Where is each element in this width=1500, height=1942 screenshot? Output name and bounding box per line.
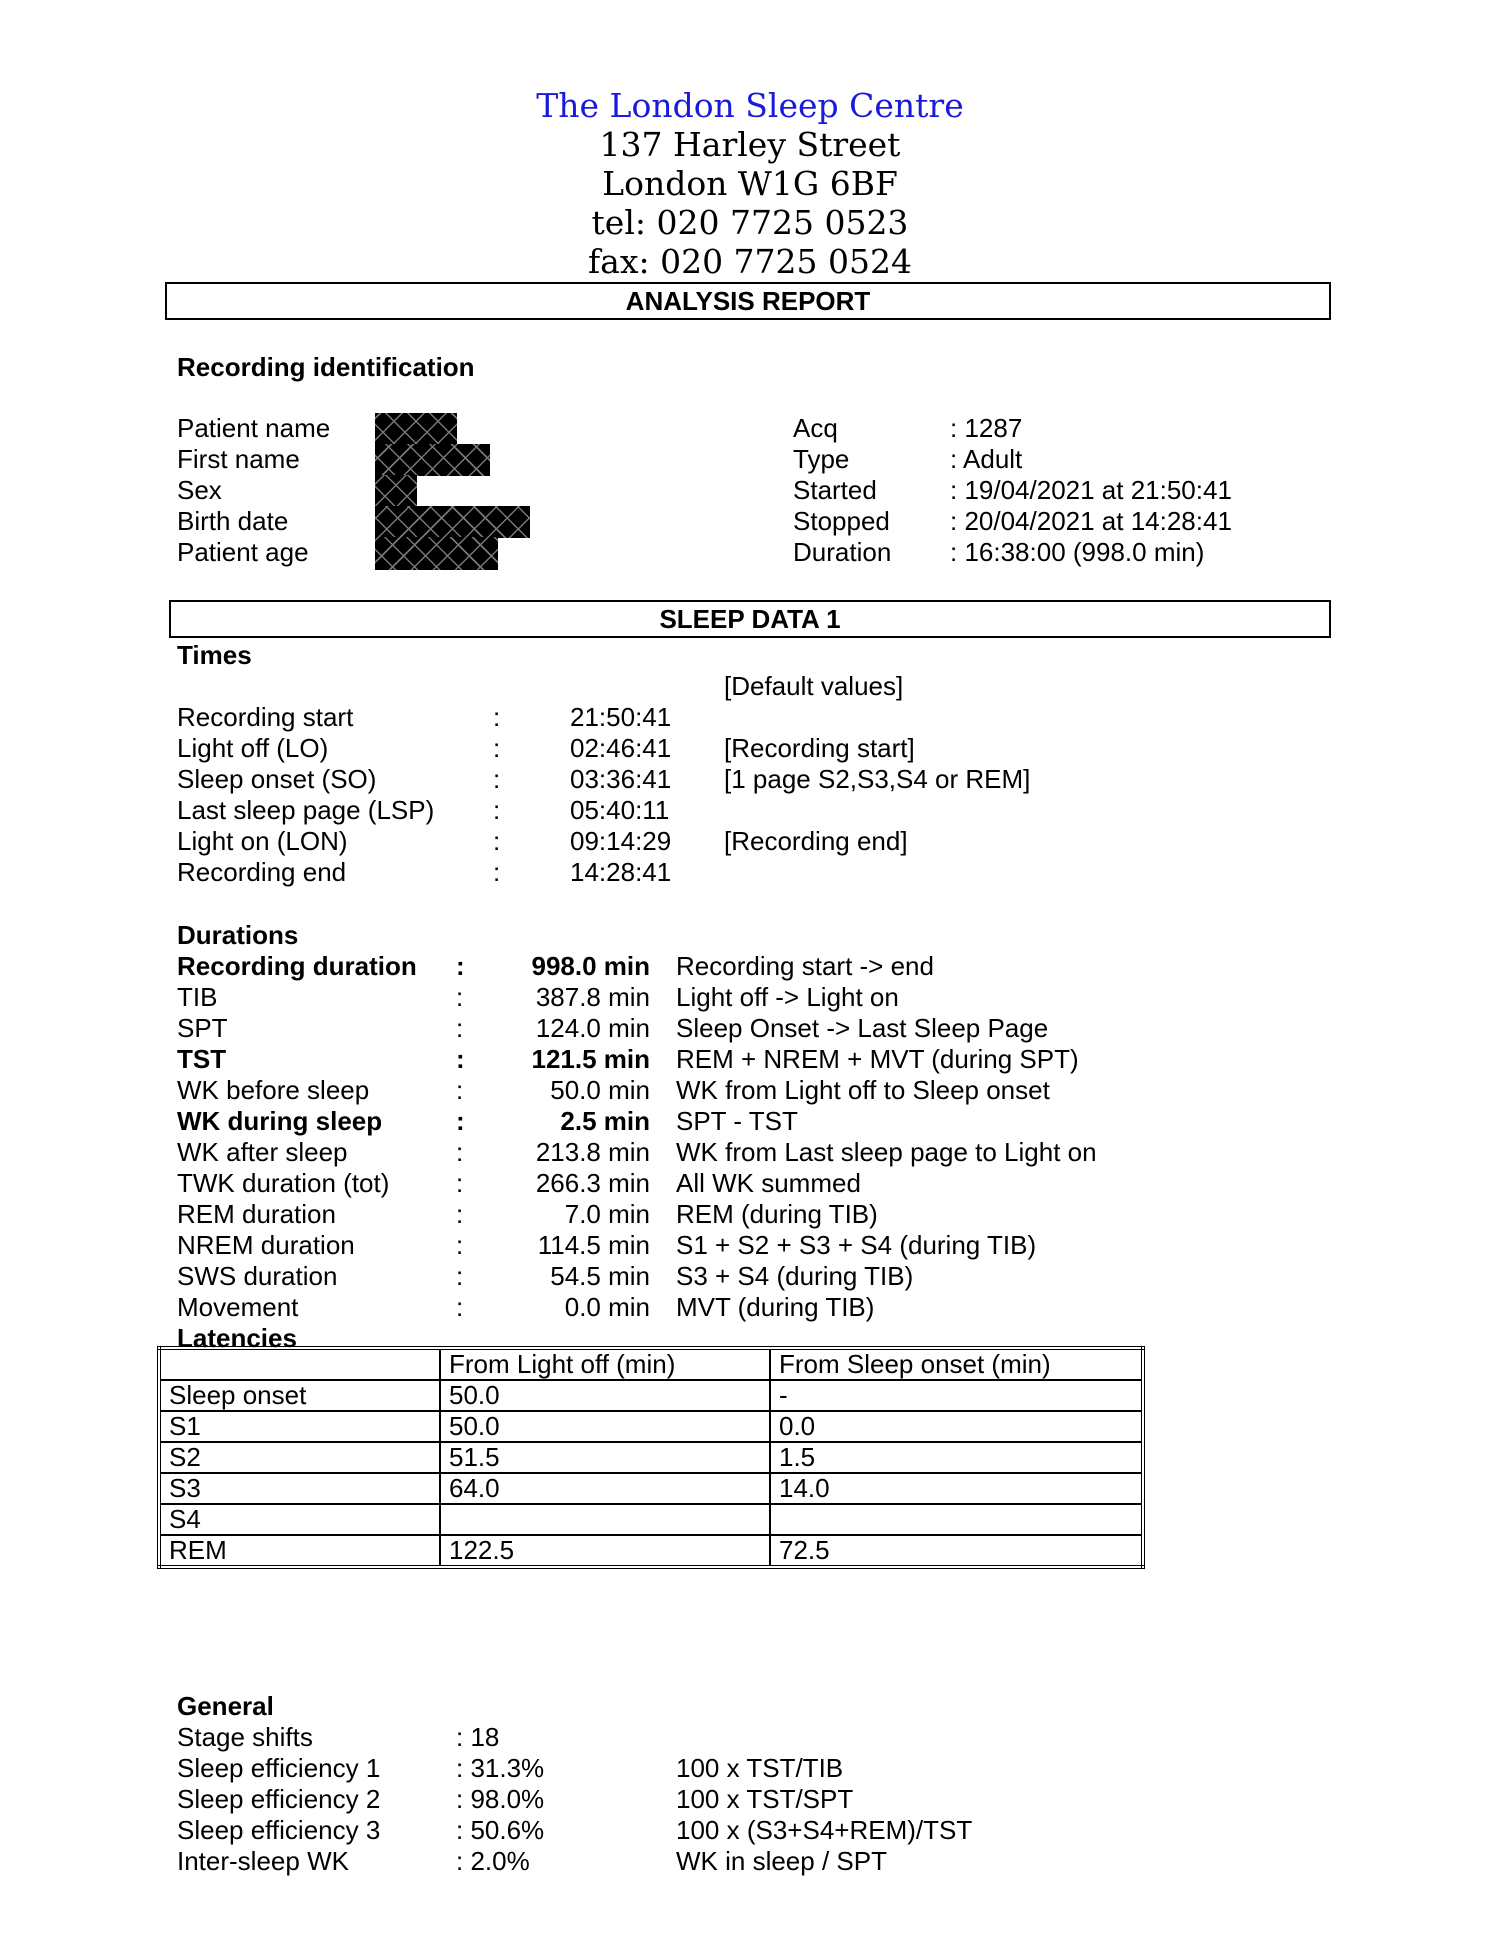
duration-label: TIB [177,982,218,1012]
duration-sep: : [456,1075,464,1105]
time-sep: : [493,795,501,825]
time-label: Recording end [177,857,347,887]
latencies-header-cell: From Light off (min) [440,1348,770,1380]
clinic-address-city: London W1G 6BF [602,164,898,203]
duration-desc: S1 + S2 + S3 + S4 (during TIB) [676,1230,1037,1260]
time-sep: : [493,857,501,887]
first-name-label: First name [177,444,300,474]
latencies-table [157,1346,1145,1569]
general-label: Sleep efficiency 2 [177,1784,381,1814]
duration-label: WK before sleep [177,1075,370,1105]
duration-desc: REM + NREM + MVT (during SPT) [676,1044,1079,1074]
duration-sep: : [456,1106,465,1136]
duration-value: 54.5 min [550,1261,650,1291]
general-value: : 98.0% [456,1784,545,1814]
report-title: ANALYSIS REPORT [165,282,1331,320]
time-label: Last sleep page (LSP) [177,795,435,825]
duration-sep: : [456,1230,464,1260]
time-value: 05:40:11 [570,795,670,825]
duration-desc: REM (during TIB) [676,1199,878,1229]
duration-label: Movement [177,1292,299,1322]
sex-label: Sex [177,475,222,505]
duration-desc: Light off -> Light on [676,982,899,1012]
table-cell: 51.5 [440,1442,770,1473]
table-row [159,1504,1143,1535]
clinic-name: The London Sleep Centre [536,86,964,125]
table-cell: S1 [159,1411,440,1442]
general-value: : 50.6% [456,1815,545,1845]
clinic-tel: tel: 020 7725 0523 [591,203,909,242]
general-desc: 100 x TST/SPT [676,1784,854,1814]
duration-label: TWK duration (tot) [177,1168,390,1198]
duration-value: 121.5 min [531,1044,650,1074]
stopped-label: Stopped [793,506,890,536]
general-value: : 18 [456,1722,500,1752]
general-label: Inter-sleep WK [177,1846,349,1876]
latencies-header-cell: From Sleep onset (min) [770,1348,1143,1380]
table-cell [770,1504,1143,1535]
duration-desc: SPT - TST [676,1106,798,1136]
general-label: Sleep efficiency 1 [177,1753,381,1783]
started-label: Started [793,475,877,505]
duration-value: 114.5 min [537,1230,650,1260]
duration-label: SPT [177,1013,228,1043]
duration-sep: : [456,1292,464,1322]
table-row [159,1473,1143,1504]
general-label: Stage shifts [177,1722,313,1752]
time-sep: : [493,733,501,763]
duration-sep: : [456,1168,464,1198]
duration-sep: : [456,1261,464,1291]
duration-label: WK after sleep [177,1137,348,1167]
table-cell: 50.0 [440,1380,770,1411]
duration-value: 0.0 min [564,1292,650,1322]
duration-value: 50.0 min [550,1075,650,1105]
time-value: 02:46:41 [570,733,672,763]
time-label: Sleep onset (SO) [177,764,377,794]
table-cell [440,1504,770,1535]
duration-desc: WK from Light off to Sleep onset [676,1075,1050,1105]
acq-value: : 1287 [950,413,1023,443]
duration-desc: Sleep Onset -> Last Sleep Page [676,1013,1049,1043]
duration-desc: WK from Last sleep page to Light on [676,1137,1097,1167]
duration-value: 2.5 min [560,1106,650,1136]
table-row [159,1442,1143,1473]
acq-label: Acq [793,413,838,443]
table-row [159,1380,1143,1411]
started-value: : 19/04/2021 at 21:50:41 [950,475,1232,505]
table-cell: S3 [159,1473,440,1504]
general-value: : 2.0% [456,1846,530,1876]
table-row [159,1411,1143,1442]
duration-value: 213.8 min [535,1137,650,1167]
time-value: 14:28:41 [570,857,672,887]
duration-label: WK during sleep [177,1106,383,1136]
duration-value: 7.0 min [564,1199,650,1229]
table-cell: 1.5 [770,1442,1143,1473]
birth-date-label: Birth date [177,506,289,536]
duration-sep: : [456,1199,464,1229]
table-cell: 122.5 [440,1535,770,1567]
duration-label: REM duration [177,1199,336,1229]
patient-age-label: Patient age [177,537,309,567]
time-note: [Recording start] [724,733,915,763]
recording-identification-heading: Recording identification [177,352,475,382]
clinic-fax: fax: 020 7725 0524 [587,242,913,281]
latencies-header-row [159,1348,1143,1380]
time-note: [Recording end] [724,826,908,856]
general-value: : 31.3% [456,1753,545,1783]
general-label: Sleep efficiency 3 [177,1815,381,1845]
time-value: 21:50:41 [570,702,672,732]
duration-sep: : [456,1137,464,1167]
time-sep: : [493,702,501,732]
duration-sep: : [456,1044,465,1074]
duration-label: Duration [793,537,892,567]
general-desc: 100 x TST/TIB [676,1753,844,1783]
duration-label: TST [177,1044,227,1074]
duration-desc: S3 + S4 (during TIB) [676,1261,914,1291]
duration-value: 998.0 min [531,951,650,981]
time-value: 09:14:29 [570,826,672,856]
table-cell: 14.0 [770,1473,1143,1504]
duration-value: 387.8 min [535,982,650,1012]
duration-label: SWS duration [177,1261,338,1291]
table-row [159,1535,1143,1567]
duration-value: 124.0 min [535,1013,650,1043]
table-cell: 50.0 [440,1411,770,1442]
time-sep: : [493,764,501,794]
table-cell: 72.5 [770,1535,1143,1567]
duration-sep: : [456,1013,464,1043]
duration-value: : 16:38:00 (998.0 min) [950,537,1205,567]
durations-heading: Durations [177,920,299,950]
general-desc: 100 x (S3+S4+REM)/TST [676,1815,973,1845]
duration-sep: : [456,982,464,1012]
stopped-value: : 20/04/2021 at 14:28:41 [950,506,1232,536]
duration-desc: MVT (during TIB) [676,1292,875,1322]
time-value: 03:36:41 [570,764,672,794]
time-label: Light off (LO) [177,733,329,763]
time-note: [1 page S2,S3,S4 or REM] [724,764,1031,794]
time-label: Light on (LON) [177,826,348,856]
latencies-header-cell [159,1348,440,1380]
times-heading: Times [177,640,252,670]
duration-sep: : [456,951,465,981]
duration-desc: Recording start -> end [676,951,934,981]
type-label: Type [793,444,850,474]
default-values-note: [Default values] [724,671,904,701]
duration-label: NREM duration [177,1230,355,1260]
duration-label: Recording duration [177,951,417,981]
duration-desc: All WK summed [676,1168,861,1198]
latencies-heading: Latencies [177,1323,297,1353]
time-label: Recording start [177,702,354,732]
table-cell: - [770,1380,1143,1411]
table-cell: 0.0 [770,1411,1143,1442]
table-cell: S4 [159,1504,440,1535]
type-value: : Adult [950,444,1023,474]
sleep-data-banner: SLEEP DATA 1 [169,600,1331,638]
clinic-address-street: 137 Harley Street [599,125,901,164]
table-cell: Sleep onset [159,1380,440,1411]
time-sep: : [493,826,501,856]
table-cell: REM [159,1535,440,1567]
duration-value: 266.3 min [535,1168,650,1198]
table-cell: S2 [159,1442,440,1473]
patient-name-label: Patient name [177,413,331,443]
general-heading: General [177,1691,274,1721]
table-cell: 64.0 [440,1473,770,1504]
general-desc: WK in sleep / SPT [676,1846,887,1876]
